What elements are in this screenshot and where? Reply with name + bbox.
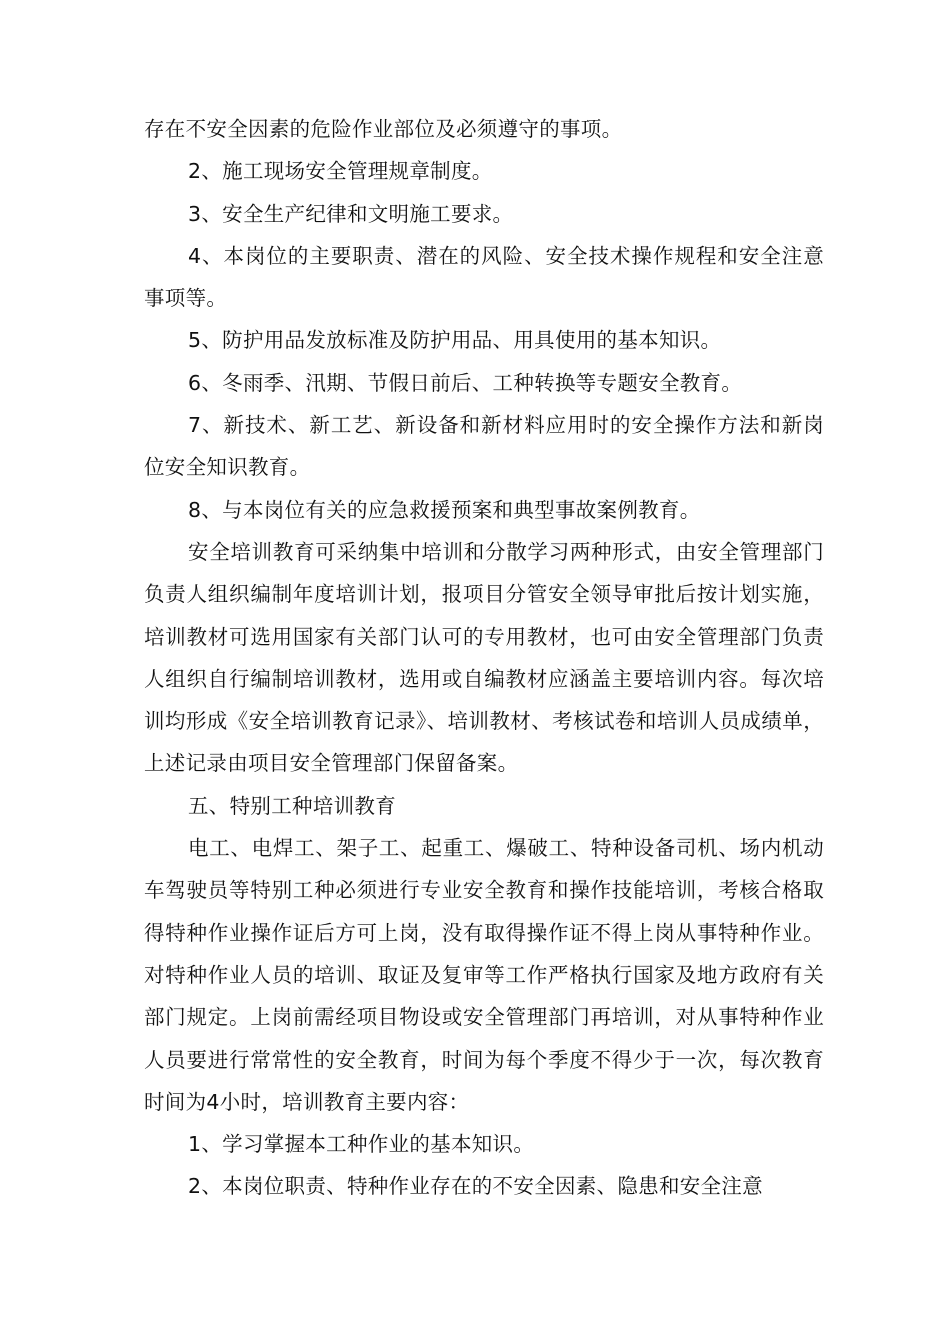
paragraph-4: 4、本岗位的主要职责、潜在的风险、安全技术操作规程和安全注意事项等。 <box>144 243 824 311</box>
paragraph-1: 存在不安全因素的危险作业部位及必须遵守的事项。 <box>144 117 623 141</box>
paragraph-8: 8、与本岗位有关的应急救援预案和典型事故案例教育。 <box>188 497 701 522</box>
paragraph-5: 5、防护用品发放标准及防护用品、用具使用的基本知识。 <box>188 328 722 353</box>
paragraph-7: 7、新技术、新工艺、新设备和新材料应用时的安全操作方法和新岗位安全知识教育。 <box>144 413 824 480</box>
section-heading: 五、特别工种培训教育 <box>188 793 396 818</box>
paragraph-11: 电工、电焊工、架子工、起重工、爆破工、特种设备司机、场内机动车驾驶员等特别工种必须进行专业安全教育和操作技能培训，考核合格取得特种作业操作证后方可上岗，没有取得操作证不得上岗从事特种作业。对特种作业人员的培训、取证及复审等工作严格执行国家及地方政府有关部门规定。上岗前需经项目物设或安全管理部门再培训，对从事特种作业人员要进行常常性的安全教育，时间为每个季度不得少于一次，每次教育时间为4小时，培训教育主要内容： <box>144 836 824 1114</box>
paragraph-13: 2、本岗位职责、特种作业存在的不安全因素、隐患和安全注意 <box>188 1174 763 1199</box>
paragraph-2: 2、施工现场安全管理规章制度。 <box>188 159 493 184</box>
document-page <box>144 108 824 1208</box>
paragraph-12: 1、学习掌握本工种作业的基本知识。 <box>188 1132 535 1157</box>
paragraph-3: 3、安全生产纪律和文明施工要求。 <box>188 201 514 226</box>
paragraph-6: 6、冬雨季、汛期、节假日前后、工种转换等专题安全教育。 <box>188 370 743 395</box>
paragraph-9: 安全培训教育可采纳集中培训和分散学习两种形式，由安全管理部门负责人组织编制年度培训计划，报项目分管安全领导审批后按计划实施，培训教材可选用国家有关部门认可的专用教材，也可由安全管理部门负责人组织自行编制培训教材，选用或自编教材应涵盖主要培训内容。每次培训均形成《安全培训教育记录》、培训教材、考核试卷和培训人员成绩单，上述记录由项目安全管理部门保留备案。 <box>144 539 824 776</box>
